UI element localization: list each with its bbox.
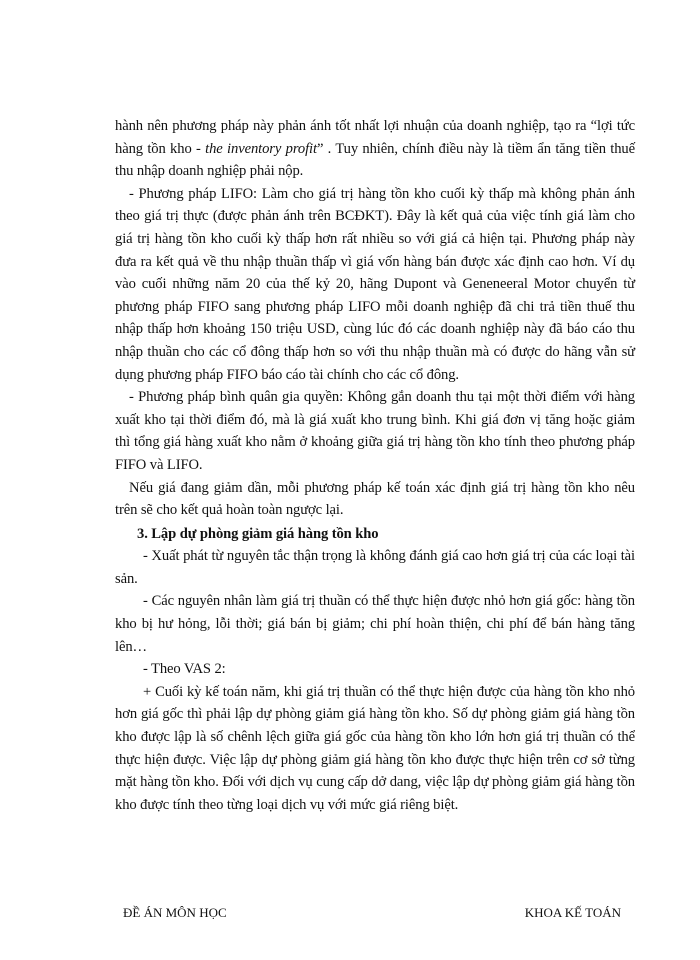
paragraph-text: ” . Tuy nhiên, chính điều này là tiềm ẩn tăng tiền thuế thu nhập doanh nghiệp phải nộp.	[115, 140, 635, 180]
section-heading: 3. Lập dự phòng giảm giá hàng tồn kho	[137, 525, 379, 542]
paragraph-year-end: + Cuối kỳ kế toán năm, khi giá trị thuần có thể thực hiện được của hàng tồn kho nhỏ hơn giá gốc thì phải lập dự phòng giảm giá hàng tồn kho. Số dự phòng giảm giá hàng tồn kho được lập là số chênh lệch giữa giá gốc của hàng tồn kho lớn hơn giá trị thuần có thể thực hiện được. Việc lập dự phòng giảm giá hàng tồn kho được thực hiện trên cơ sở từng mặt hàng tồn kho. Đối với dịch vụ cung cấp dở dang, việc lập dự phòng giảm giá hàng tồn kho được tính theo từng loại dịch vụ với mức giá riêng biệt.	[115, 683, 635, 813]
paragraph-lifo: - Phương pháp LIFO: Làm cho giá trị hàng tồn kho cuối kỳ thấp mà không phản ánh theo giá trị thực (được phản ánh trên BCĐKT). Đây là kết quả của việc tính giá làm cho giá trị hàng tồn kho cuối kỳ thấp hơn rất nhiều so với giá cả hiện tại. Phương pháp này đưa ra kết quả về thu nhập thuần thấp vì giá vốn hàng bán được xác định cao hơn. Ví dụ vào cuối những năm 20 của thế kỷ 20, hãng Dupont và Geneneeral Motor chuyển từ phương pháp FIFO sang phương pháp LIFO mỗi doanh nghiệp đã chi trả tiền thuế thu nhập thấp hơn khoảng 150 triệu USD, cùng lúc đó các doanh nghiệp này đã báo cáo thu nhập thuần cho các cổ đông thấp hơn so với thu nhập thuần mà có được do hãng vẫn sử dụng phương pháp FIFO báo cáo tài chính cho các cổ đông.	[115, 185, 635, 383]
paragraph-text: hành nên phương pháp này phản ánh tốt nhất lợi nhuận của doanh nghiệp, tạo ra “lợi tức hàng tồn kho -	[115, 118, 635, 157]
paragraph-vas2: - Theo VAS 2:	[143, 661, 226, 678]
footer-right: KHOA KẾ TOÁN	[524, 905, 621, 920]
paragraph-causes: - Các nguyên nhân làm giá trị thuần có thể thực hiện được nhỏ hơn giá gốc: hàng tồn kho bị hư hỏng, lỗi thời; giá bán bị giảm; chi phí hoàn thiện, chi phí để bán hàng tăng lên…	[115, 593, 635, 655]
paragraph-price-decrease: Nếu giá đang giảm dần, mỗi phương pháp kế toán xác định giá trị hàng tồn kho nêu trên sẽ cho kết quả hoàn toàn ngược lại.	[115, 479, 635, 519]
italic-term: the inventory profit	[205, 140, 317, 157]
paragraph-inventory-profit	[115, 115, 635, 183]
paragraph-prudence: - Xuất phát từ nguyên tắc thận trọng là không đánh giá cao hơn giá trị của các loại tài sản.	[115, 548, 635, 587]
footer-left: ĐỀ ÁN MÔN HỌC	[123, 905, 227, 920]
body-text	[115, 115, 635, 816]
paragraph-weighted-average: - Phương pháp bình quân gia quyền: Không gắn doanh thu tại một thời điểm với hàng xuất kho tại thời điểm đó, mà là giá xuất kho trung bình. Khi giá đơn vị tăng hoặc giảm thì tổng giá hàng xuất kho nằm ở khoảng giữa giá trị hàng tồn kho tính theo phương pháp FIFO và LIFO.	[115, 389, 635, 473]
